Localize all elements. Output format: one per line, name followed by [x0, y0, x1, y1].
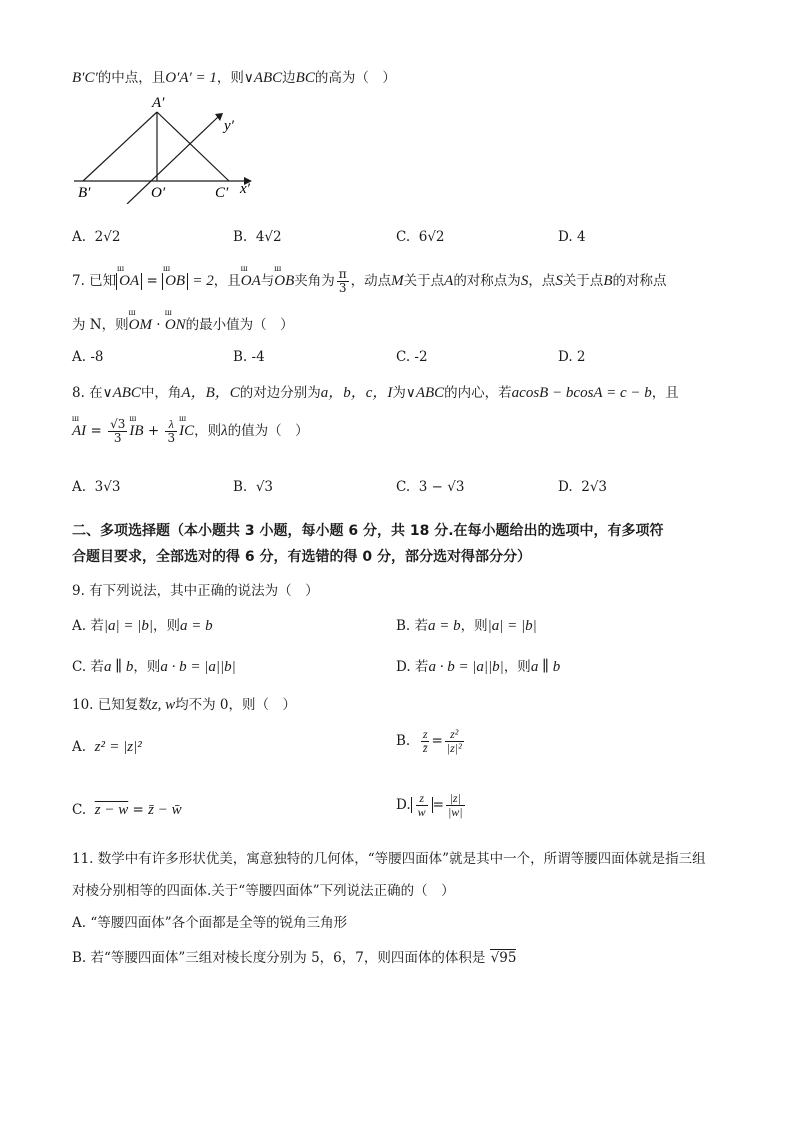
q10-option-b[interactable]: B. $\frac{z}{z̄}$ = $\frac{\text{z²}}{\text{|z|²}}$	[396, 727, 462, 756]
q11-option-a[interactable]: A. “等腰四面体”各个面都是全等的锐角三角形	[72, 915, 348, 931]
question-11-line-1: 11. 数学中有许多形状优美，寓意独特的几何体，“等腰四面体”就是其中一个，所谓等腰四面体就是指三组	[72, 851, 706, 867]
section-2-heading-line-2: 合题目要求，全部选对的得 6 分，有选错的得 0 分，部分选对得部分分）	[72, 549, 531, 565]
q6-option-c[interactable]: C. 6√2	[396, 229, 445, 245]
q7-option-d[interactable]: D. 2	[558, 349, 586, 365]
q9-option-a[interactable]: A. 若|a| = |b|，则a = b	[72, 618, 213, 634]
question-7-line-2: 为 N，则ш OM · ш ON的最小值为（ ）	[72, 313, 294, 334]
label-y-prime: y′	[224, 118, 234, 134]
edge-a-c	[157, 112, 229, 181]
q8-option-a[interactable]: A. 3√3	[72, 479, 121, 495]
section-2-heading-line-1: 二、多项选择题（本小题共 3 小题，每小题 6 分，共 18 分.在每小题给出的选项中，有多项符	[72, 523, 664, 539]
q6-option-a[interactable]: A. 2√2	[72, 229, 121, 245]
question-11-line-2: 对棱分别相等的四面体.关于“等腰四面体”下列说法正确的（ ）	[72, 883, 455, 899]
label-b-prime: B′	[78, 185, 91, 201]
q11-option-b[interactable]: B. 若“等腰四面体”三组对棱长度分别为 5，6，7，则四面体的体积是 √95	[72, 950, 517, 966]
q9-option-b[interactable]: B. 若a = b，则|a| = |b|	[396, 618, 537, 634]
q6-option-d[interactable]: D. 4	[558, 229, 586, 245]
y-axis-line	[127, 117, 218, 204]
label-c-prime: C′	[215, 185, 229, 201]
q8-option-b[interactable]: B. √3	[233, 479, 274, 495]
q8-option-d[interactable]: D. 2√3	[558, 479, 608, 495]
fraction-lambda-over-3: $\frac{\lambda}{3}$	[167, 417, 176, 446]
question-10-stem: 10. 已知复数z, w均不为 0，则（ ）	[72, 697, 296, 713]
q7-option-a[interactable]: A. -8	[72, 349, 104, 365]
q6-option-b[interactable]: B. 4√2	[233, 229, 282, 245]
q9-option-c[interactable]: C. 若a ∥ b，则a · b = |a||b|	[72, 659, 236, 675]
question-6-tail: B′C′的中点，且O′A′ = 1，则∨ABC边BC的高为（ ）	[72, 70, 396, 86]
label-o-prime: O′	[151, 185, 166, 201]
q8-option-c[interactable]: C. 3 − √3	[396, 479, 465, 495]
question-8-line-2: ш AI = $\frac{√3}{3}$ ш IB + $\frac{\lambda}{3}$ ш IC，则λ的值为（ ）	[72, 418, 309, 445]
angle-fraction: $\frac{\pi}{3}$	[338, 267, 347, 296]
question-7-line-1: 7. 已知ш OA = ш OB = 2，且ш OA与ш OB夹角为 $\frac{\pi}{3}$ ，动点M关于点A的对称点为S，点S关于点B的对称点	[72, 268, 666, 295]
question-9-stem: 9. 有下列说法，其中正确的说法为（ ）	[72, 583, 319, 599]
oblique-triangle-figure	[72, 92, 272, 204]
q10-option-d[interactable]: D. $\frac{z}{w}$ = $\frac{|z|}{|w|}$	[396, 791, 463, 820]
q7-option-c[interactable]: C. -2	[396, 349, 428, 365]
q10-option-c[interactable]: C. z − w = z̄ − w̄	[72, 802, 182, 818]
question-8-line-1: 8. 在∨ABC中，角A，B，C的对边分别为a，b，c，I为∨ABC的内心，若acosB − bcosA = c − b，且	[72, 385, 679, 401]
q9-option-d[interactable]: D. 若a · b = |a||b|，则a ∥ b	[396, 659, 561, 675]
label-a-prime: A′	[152, 95, 165, 111]
y-axis-arrow	[215, 113, 223, 121]
fraction-sqrt3-over-3: $\frac{√3}{3}$	[110, 417, 126, 446]
label-x-prime: x′	[240, 181, 250, 197]
q10-option-a[interactable]: A. z² = |z|²	[72, 739, 142, 755]
edge-b-a	[83, 112, 157, 181]
q7-option-b[interactable]: B. -4	[233, 349, 265, 365]
